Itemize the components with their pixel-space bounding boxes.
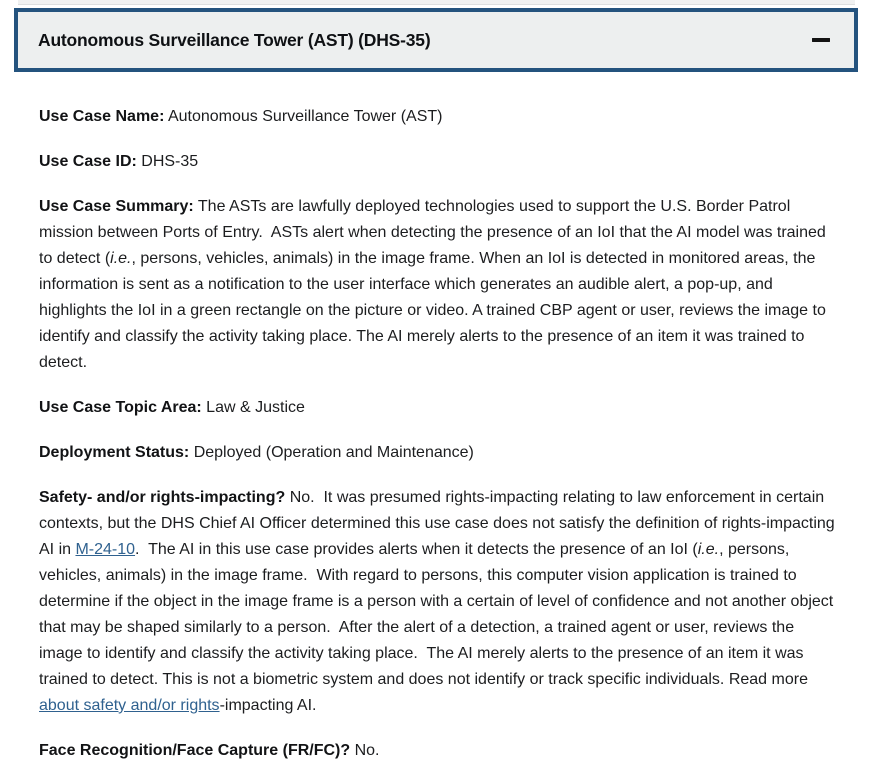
field-text: DHS-35 xyxy=(136,153,199,170)
field-text: i.e. xyxy=(697,541,720,558)
field-label: Use Case ID: xyxy=(39,153,137,170)
m-24-10-link[interactable]: M-24-10 xyxy=(75,541,136,558)
field-text: -impacting AI. xyxy=(219,697,317,714)
detail-paragraph xyxy=(39,194,840,376)
detail-paragraph xyxy=(39,485,840,719)
field-text: No. xyxy=(350,742,380,759)
field-text: The ASTs are lawfully deployed technologies used to support the U.S. Border Patrol mission between Ports of Entry. ASTs alert when detecting the presence of an IoI that the AI model was trained to detect ( xyxy=(39,198,831,267)
field-text: , persons, vehicles, animals) in the image frame. When an IoI is detected in monitored areas, the information is sent as a notification to the user interface which generates an audible alert, a pop-up, and highlights the IoI in a green rectangle on the picture or video. A trained CBP agent or user, reviews the image to identify and classify the activity taking place. The AI merely alerts to the presence of an item it was trained to detect. xyxy=(39,250,831,371)
detail-paragraph xyxy=(39,440,840,466)
collapse-minus-icon xyxy=(812,38,830,42)
field-label: Use Case Name: xyxy=(39,108,165,125)
field-label: Use Case Summary: xyxy=(39,198,194,215)
previous-accordion-edge xyxy=(18,0,855,5)
field-text: Law & Justice xyxy=(201,399,305,416)
field-text: i.e. xyxy=(110,250,132,267)
field-label: Use Case Topic Area: xyxy=(39,399,202,416)
accordion-header-button[interactable] xyxy=(14,8,858,72)
field-text: Autonomous Surveillance Tower (AST) xyxy=(164,108,443,125)
use-case-details xyxy=(39,104,840,781)
field-text: . The AI in this use case provides alerts when it detects the presence of an IoI ( xyxy=(135,541,698,558)
detail-paragraph xyxy=(39,104,840,130)
field-text: , persons, vehicles, animals) in the image frame. With regard to persons, this computer vision application is trained to determine if the object in the image frame is a person with a certain of level of confidence and not another object that may be shaped similarly to a person. After the alert of a detection, a trained agent or user, reviews the image to identify and classify the activity taking place. The AI merely alerts to the presence of an item it was trained to detect. This is not a biometric system and does not identify or track specific individuals. Read more xyxy=(39,541,838,688)
detail-paragraph xyxy=(39,738,840,764)
field-text: Deployed (Operation and Maintenance) xyxy=(189,444,474,461)
field-label: Deployment Status: xyxy=(39,444,190,461)
field-label: Face Recognition/Face Capture (FR/FC)? xyxy=(39,742,351,759)
field-label: Safety- and/or rights-impacting? xyxy=(39,489,286,506)
safety-rights-impacting-link[interactable]: about safety and/or rights xyxy=(39,697,220,714)
field-text: No. It was presumed rights-impacting relating to law enforcement in certain contexts, but the DHS Chief AI Officer determined this use case does not satisfy the definition of rights-impacting AI in xyxy=(39,489,839,558)
accordion-title: Autonomous Surveillance Tower (AST) (DHS-35) xyxy=(38,29,431,50)
detail-paragraph xyxy=(39,149,840,175)
detail-paragraph xyxy=(39,395,840,421)
